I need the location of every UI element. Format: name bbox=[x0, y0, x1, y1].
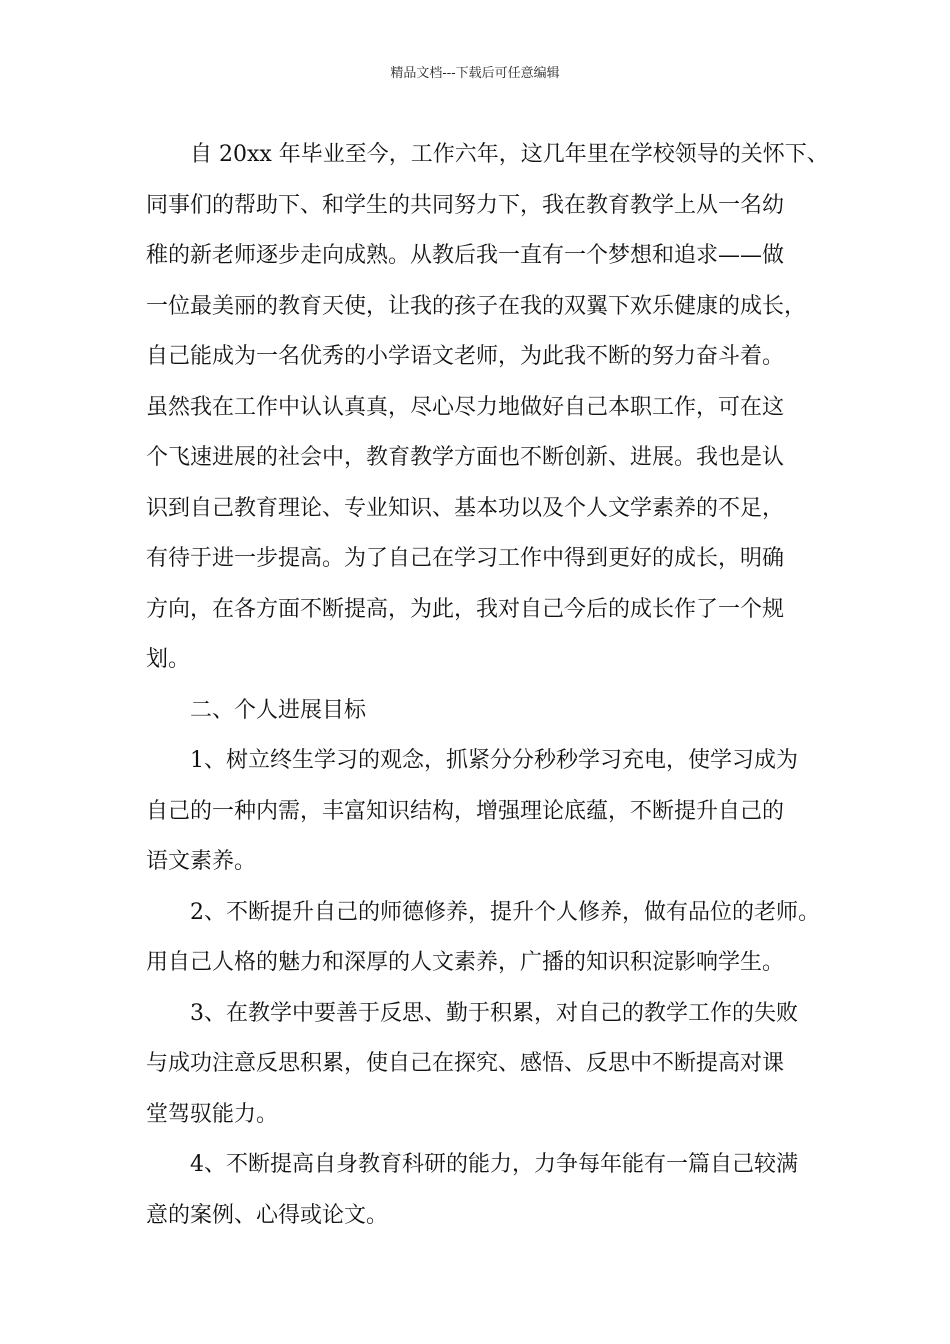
text-line: 识到自己教育理论、专业知识、基本功以及个人文学素养的不足， bbox=[146, 495, 785, 521]
text-line: 自己的一种内需，丰富知识结构，增强理论底蕴，不断提升自己的 bbox=[146, 798, 785, 824]
text-line: 用自己人格的魅力和深厚的人文素养，广播的知识积淀影响学生。 bbox=[146, 950, 785, 975]
text-line: 稚的新老师逐步走向成熟。从教后我一直有一个梦想和追求——做 bbox=[146, 243, 785, 268]
text-line: 一位最美丽的教育天使，让我的孩子在我的双翼下欢乐健康的成长， bbox=[146, 293, 807, 319]
document-body bbox=[146, 130, 829, 1241]
text-line: 虽然我在工作中认认真真，尽心尽力地做好自己本职工作，可在这 bbox=[146, 394, 785, 420]
text-line: 个飞速进展的社会中，教育教学方面也不断创新、进展。我也是认 bbox=[146, 445, 785, 470]
section-heading: 二、个人进展目标 bbox=[190, 697, 367, 723]
text-line: 方向，在各方面不断提高，为此，我对自己今后的成长作了一个规 bbox=[146, 596, 785, 622]
text-line: 意的案例、心得或论文。 bbox=[146, 1202, 389, 1228]
text-line: 语文素养。 bbox=[146, 849, 257, 874]
text-line: 堂驾驭能力。 bbox=[146, 1101, 279, 1127]
text-line: 划。 bbox=[146, 647, 191, 672]
text-line: 1、树立终生学习的观念，抓紧分分秒秒学习充电，使学习成为 bbox=[190, 748, 798, 773]
text-line: 同事们的帮助下、和学生的共同努力下，我在教育教学上从一名幼 bbox=[146, 192, 785, 218]
text-line: 与成功注意反思积累，使自己在探究、感悟、反思中不断提高对课 bbox=[146, 1051, 785, 1076]
text-line: 有待于进一步提高。为了自己在学习工作中得到更好的成长，明确 bbox=[146, 546, 785, 571]
text-line: 4、不断提高自身教育科研的能力，力争每年能有一篇自己较满 bbox=[190, 1152, 798, 1177]
text-line: 3、在教学中要善于反思、勤于积累，对自己的教学工作的失败 bbox=[190, 1000, 798, 1026]
text-line: 自 20xx 年毕业至今，工作六年，这几年里在学校领导的关怀下、 bbox=[190, 142, 829, 167]
page-header: 精品文档---下载后可任意编辑 bbox=[390, 66, 560, 81]
text-line: 自己能成为一名优秀的小学语文老师，为此我不断的努力奋斗着。 bbox=[146, 344, 785, 369]
text-line: 2、不断提升自己的师德修养，提升个人修养，做有品位的老师。 bbox=[190, 899, 820, 925]
